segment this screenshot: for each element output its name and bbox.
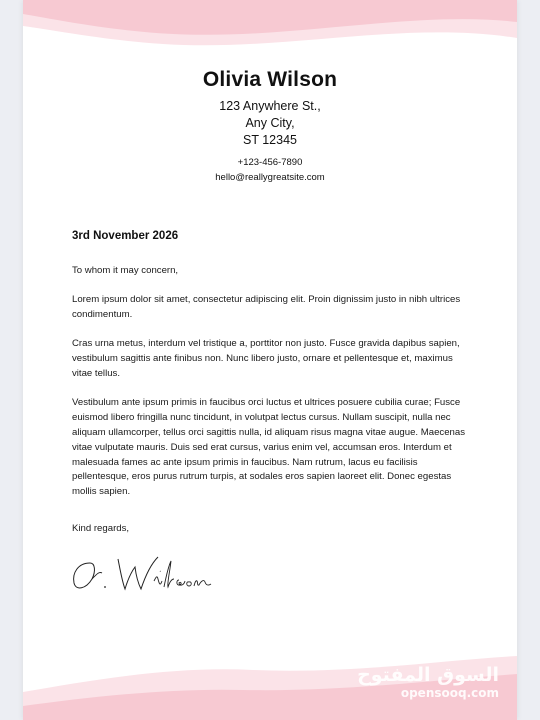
sender-email: hello@reallygreatsite.com — [215, 172, 325, 183]
watermark-arabic: السوق المفتوح — [357, 664, 499, 686]
address-line: ST 12345 — [243, 133, 297, 147]
sender-contact — [23, 155, 517, 185]
signature — [68, 551, 218, 596]
top-wave-decoration — [23, 0, 517, 70]
watermark — [357, 664, 499, 700]
letterhead — [23, 68, 517, 185]
watermark-latin: opensooq.com — [400, 686, 499, 700]
letter-date: 3rd November 2026 — [72, 230, 179, 242]
letter-page — [23, 0, 517, 720]
sender-name: Olivia Wilson — [202, 68, 338, 91]
closing: Kind regards, — [72, 522, 130, 534]
sender-phone: +123-456-7890 — [237, 157, 303, 168]
body-paragraph: Lorem ipsum dolor sit amet, consectetur adipiscing elit. Proin dignissim justo in nibh ultrices condimentum. — [72, 294, 461, 320]
body-paragraph: Vestibulum ante ipsum primis in faucibus orci luctus et ultrices posuere cubilia curae; Fusce euismod libero fringilla nunc tincidunt, in volutpat lectus cursus. Nullam suscipit, nulla nec aliquam ullamcorper, tellus orci sagittis nulla, id aliquam risus magna vitae augue. Maecenas vitae vulputate mauris. Duis sed erat cursus, varius enim vel, accumsan eros. Interdum et malesuada fames ac ante ipsum primis in faucibus. Nam rutrum, lacus eu facilisis pellentesque, eros purus rutrum turpis, at sodales eros sapien laoreet elit. Donec egestas mollis sapien. — [72, 397, 466, 498]
body-paragraph: Cras urna metus, interdum vel tristique a, porttitor non justo. Fusce gravida dapibus sapien, vestibulum sagittis ante finibus non. Nunc libero justo, ornare et pellentesque et, maximus vitae tellus. — [72, 338, 460, 379]
salutation: To whom it may concern, — [72, 264, 179, 276]
address-line: Any City, — [245, 116, 295, 130]
address-line: 123 Anywhere St., — [219, 99, 321, 113]
sender-address — [23, 98, 517, 149]
letter-body — [72, 229, 472, 537]
